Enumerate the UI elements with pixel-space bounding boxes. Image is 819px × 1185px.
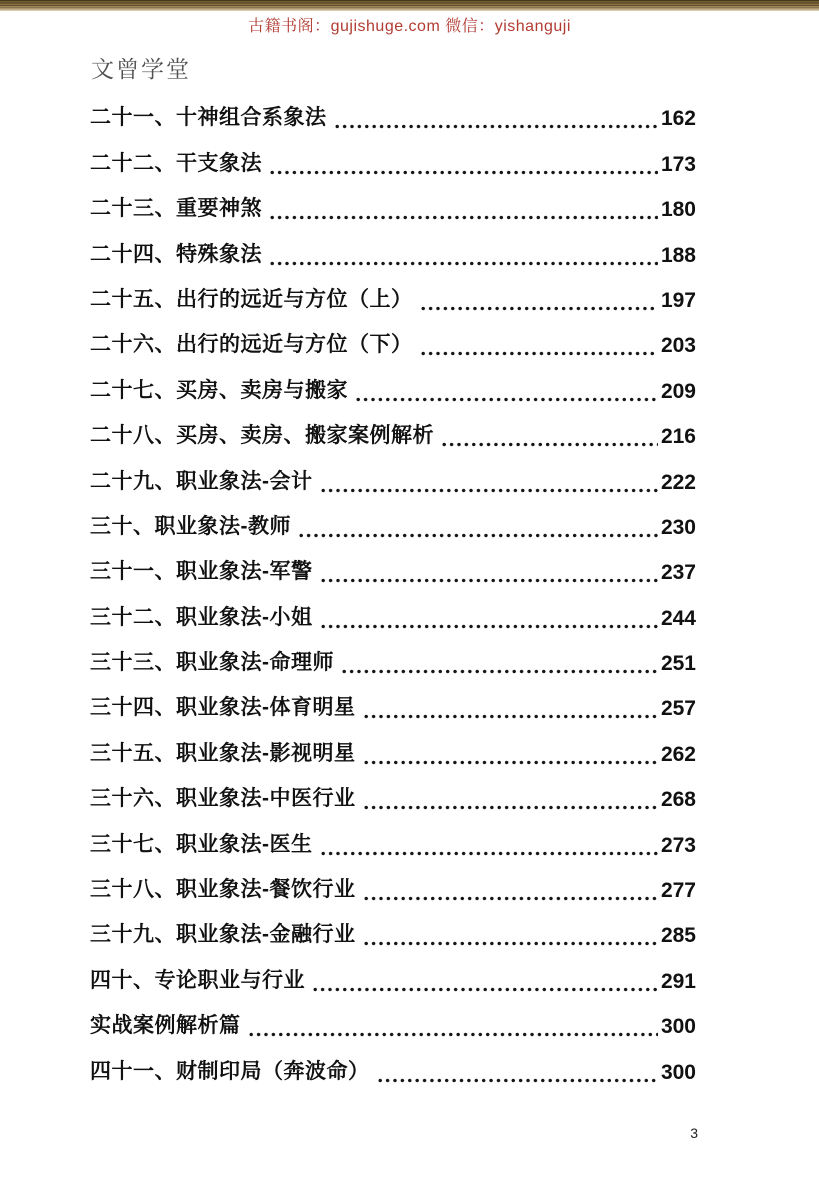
toc-entry[interactable] — [90, 368, 696, 413]
dot-leader — [335, 124, 658, 129]
dot-leader — [364, 896, 658, 901]
dot-leader — [442, 442, 658, 447]
toc-entry[interactable] — [90, 868, 696, 913]
dot-leader — [364, 760, 658, 765]
dot-leader — [364, 805, 658, 810]
dot-leader — [270, 215, 658, 220]
toc-entry-title: 二十七、买房、卖房与搬家 — [90, 378, 348, 402]
toc-entry-title: 四十、专论职业与行业 — [90, 968, 305, 992]
toc-entry-title: 三十二、职业象法-小姐 — [90, 605, 313, 629]
toc-entry-page-number: 216 — [660, 425, 696, 449]
toc-entry-title: 二十二、干支象法 — [90, 151, 262, 175]
toc-entry-page-number: 237 — [660, 561, 696, 585]
toc-entry-page-number: 268 — [660, 788, 696, 812]
dot-leader — [356, 397, 658, 402]
toc-entry[interactable] — [90, 913, 696, 958]
toc-entry-page-number: 251 — [660, 652, 696, 676]
toc-entry[interactable] — [90, 595, 696, 640]
toc-entry-title: 三十五、职业象法-影视明星 — [90, 741, 356, 765]
publisher-watermark: 文曾学堂 — [91, 56, 191, 82]
toc-entry-title: 二十五、出行的远近与方位（上） — [90, 287, 413, 311]
toc-entry[interactable] — [90, 686, 696, 731]
toc-entry-title: 三十三、职业象法-命理师 — [90, 651, 334, 675]
toc-entry[interactable] — [90, 232, 696, 277]
dot-leader — [321, 578, 658, 583]
toc-entry[interactable] — [90, 550, 696, 595]
dot-leader — [321, 488, 658, 493]
toc-entry-page-number: 257 — [660, 697, 696, 721]
toc-entry[interactable] — [90, 141, 696, 186]
toc-entry-title: 三十八、职业象法-餐饮行业 — [90, 878, 356, 902]
toc-entry-page-number: 209 — [660, 379, 696, 403]
toc-entry-page-number: 173 — [660, 152, 696, 176]
toc-entry-page-number: 291 — [660, 969, 696, 993]
toc-entry[interactable] — [90, 777, 696, 822]
dot-leader — [270, 261, 658, 266]
toc-entry-page-number: 203 — [660, 334, 696, 358]
toc-entry-title: 三十六、职业象法-中医行业 — [90, 787, 356, 811]
toc-entry[interactable] — [90, 459, 696, 504]
dot-leader — [321, 851, 658, 856]
dot-leader — [364, 714, 658, 719]
toc-entry[interactable] — [90, 323, 696, 368]
toc-entry-title: 三十七、职业象法-医生 — [90, 832, 313, 856]
toc-entry-page-number: 277 — [660, 879, 696, 903]
decorative-striped-band — [0, 0, 819, 11]
toc-entry-title: 三十、职业象法-教师 — [90, 514, 291, 538]
page-number: 3 — [690, 1125, 698, 1141]
table-of-contents — [90, 96, 696, 1095]
toc-entry-page-number: 285 — [660, 924, 696, 948]
toc-entry-page-number: 180 — [660, 198, 696, 222]
toc-entry-page-number: 273 — [660, 833, 696, 857]
dot-leader — [313, 987, 658, 992]
dot-leader — [249, 1032, 658, 1037]
toc-entry[interactable] — [90, 505, 696, 550]
site-watermark-header: 古籍书阁：gujishuge.com 微信：yishanguji — [248, 18, 571, 35]
toc-entry-title: 实战案例解析篇 — [90, 1014, 241, 1038]
toc-entry[interactable] — [90, 96, 696, 141]
toc-entry-page-number: 222 — [660, 470, 696, 494]
toc-entry[interactable] — [90, 731, 696, 776]
toc-entry-title: 三十一、职业象法-军警 — [90, 560, 313, 584]
dot-leader — [364, 941, 658, 946]
toc-entry-title: 三十四、职业象法-体育明星 — [90, 696, 356, 720]
toc-entry-title: 二十八、买房、卖房、搬家案例解析 — [90, 424, 434, 448]
toc-entry[interactable] — [90, 641, 696, 686]
toc-entry-page-number: 197 — [660, 288, 696, 312]
toc-entry-title: 二十四、特殊象法 — [90, 242, 262, 266]
toc-entry[interactable] — [90, 1004, 696, 1049]
dot-leader — [270, 170, 658, 175]
toc-entry[interactable] — [90, 1049, 696, 1094]
dot-leader — [421, 351, 658, 356]
toc-entry[interactable] — [90, 187, 696, 232]
toc-entry-page-number: 300 — [660, 1060, 696, 1084]
toc-entry-page-number: 230 — [660, 515, 696, 539]
toc-entry-page-number: 262 — [660, 742, 696, 766]
dot-leader — [299, 533, 658, 538]
dot-leader — [421, 306, 658, 311]
toc-entry-title: 三十九、职业象法-金融行业 — [90, 923, 356, 947]
dot-leader — [378, 1078, 658, 1083]
toc-entry-title: 二十九、职业象法-会计 — [90, 469, 313, 493]
toc-entry-page-number: 162 — [660, 107, 696, 131]
toc-entry-title: 二十三、重要神煞 — [90, 197, 262, 221]
toc-entry[interactable] — [90, 958, 696, 1003]
toc-entry[interactable] — [90, 414, 696, 459]
toc-entry-page-number: 188 — [660, 243, 696, 267]
toc-entry-page-number: 244 — [660, 606, 696, 630]
dot-leader — [321, 624, 658, 629]
dot-leader — [342, 669, 658, 674]
toc-entry-title: 二十六、出行的远近与方位（下） — [90, 333, 413, 357]
toc-entry-page-number: 300 — [660, 1015, 696, 1039]
toc-entry[interactable] — [90, 278, 696, 323]
toc-entry-title: 二十一、十神组合系象法 — [90, 106, 327, 130]
toc-entry[interactable] — [90, 822, 696, 867]
toc-entry-title: 四十一、财制印局（奔波命） — [90, 1059, 370, 1083]
